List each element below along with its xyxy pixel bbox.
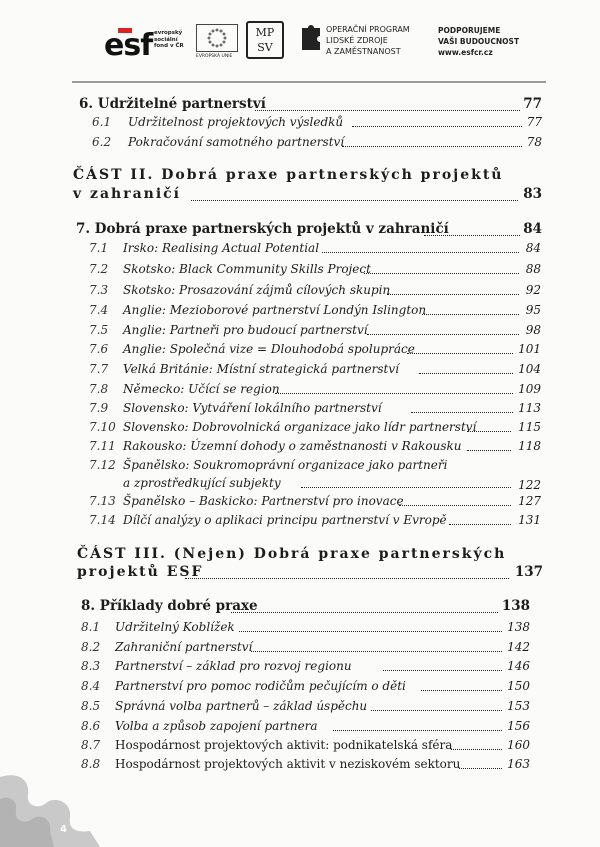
- toc-section-8-6: 8.6 Volba a způsob zapojení partnera 156: [81, 719, 530, 733]
- toc-part-2-line: v zahraničí 83: [73, 186, 542, 202]
- toc-section-7-4: 7.4 Anglie: Mezioborové partnerství Londýn Islington 95: [89, 303, 541, 317]
- toc-section-7-6: 7.6 Anglie: Společná vize = Dlouhodobá spolupráce 101: [89, 342, 541, 356]
- toc-section-7-11: 7.11 Rakousko: Územní dohody o zaměstnanosti v Rakousku 118: [89, 439, 541, 453]
- toc-section-6-2: 6.2 Pokračování samotného partnerství 78: [92, 135, 542, 149]
- toc-section-7-9: 7.9 Slovensko: Vytváření lokálního partnerství 113: [89, 401, 541, 415]
- support-text: PODPORUJEME VAŠI BUDOUCNOST www.esfcr.cz: [438, 26, 520, 57]
- puzzle-icon: [300, 24, 322, 52]
- toc-section-8-2: 8.2 Zahraniční partnerství 142: [81, 640, 530, 654]
- eu-logo: EVROPSKÁ UNIE: [196, 24, 240, 64]
- toc-section-8-7: 8.7 Hospodárnost projektových aktivit: podnikatelská sféra 160: [81, 738, 530, 752]
- toc-section-7-2: 7.2 Skotsko: Black Community Skills Project 88: [89, 262, 541, 276]
- toc-section-8-8: 8.8 Hospodárnost projektových aktivit v neziskovém sektoru 163: [81, 757, 530, 771]
- toc-section-8-4: 8.4 Partnerství pro pomoc rodičům pečujícím o děti 150: [81, 679, 530, 693]
- toc-section-8-5: 8.5 Správná volba partnerů – základ úspěchu 153: [81, 699, 530, 713]
- esf-caption: evropský sociální fond v ČR: [154, 30, 184, 49]
- toc-section-8-1: 8.1 Udržitelný Koblížek 138: [81, 620, 530, 634]
- logo-header: [0, 16, 600, 66]
- toc-chapter-7: 7. Dobrá praxe partnerských projektů v zahraničí 84: [76, 221, 542, 237]
- header-rule: [72, 81, 546, 83]
- toc-chapter-6: 6. Udržitelné partnerství 77: [79, 96, 542, 112]
- toc-section-7-13: 7.13 Španělsko – Baskicko: Partnerství pro inovace 127: [89, 494, 541, 508]
- toc-section-7-12-line2: a zprostředkující subjekty 122: [123, 476, 541, 492]
- corner-puzzle-decoration: [0, 737, 100, 847]
- toc-section-7-3: 7.3 Skotsko: Prosazování zájmů cílových skupin 92: [89, 283, 541, 297]
- op-program-text: OPERAČNÍ PROGRAM LIDSKÉ ZDROJE A ZAMĚSTNANOST: [326, 25, 410, 56]
- toc-section-7-5: 7.5 Anglie: Partneři pro budoucí partnerství 98: [89, 323, 541, 337]
- esf-logo: esf evropský sociální fond v ČR: [104, 24, 196, 64]
- toc-chapter-8: 8. Příklady dobré praxe 138: [81, 598, 530, 614]
- toc-section-6-1: 6.1 Udržitelnost projektových výsledků 77: [92, 115, 542, 129]
- toc-section-7-14: 7.14 Dílčí analýzy o aplikaci principu partnerství v Evropě 131: [89, 513, 541, 527]
- page-number: 4: [60, 824, 67, 835]
- toc-section-7-10: 7.10 Slovensko: Dobrovolnická organizace jako lídr partnerství 115: [89, 420, 541, 434]
- toc-part-2-title: ČÁST II. Dobrá praxe partnerských projektů: [73, 167, 504, 183]
- toc-section-7-8: 7.8 Německo: Učící se region 109: [89, 382, 541, 396]
- toc-section-8-3: 8.3 Partnerství – základ pro rozvoj regionu 146: [81, 659, 530, 673]
- toc-section-7-1: 7.1 Irsko: Realising Actual Potential 84: [89, 241, 541, 255]
- toc-part-3-title: ČÁST III. (Nejen) Dobrá praxe partnerských: [77, 546, 507, 562]
- eu-flag-icon: [196, 24, 238, 52]
- toc-part-3-line: projektů ESF 137: [77, 564, 543, 580]
- mpsv-logo: MP SV: [246, 21, 284, 59]
- toc-section-7-12-line1: 7.12 Španělsko: Soukromoprávní organizace jako partneři: [89, 458, 448, 472]
- toc-section-7-7: 7.7 Velká Británie: Místní strategická partnerství 104: [89, 362, 541, 376]
